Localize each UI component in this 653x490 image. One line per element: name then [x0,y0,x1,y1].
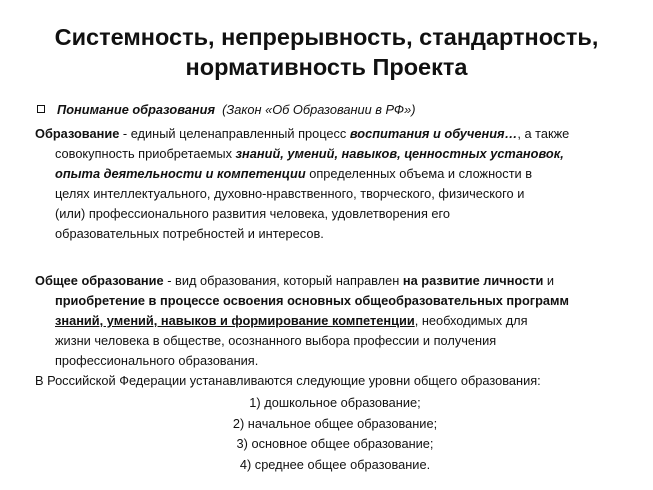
bullet-item [35,100,635,120]
level-item: 4) среднее общее образование. [239,456,431,472]
education-term: Образование [35,126,120,141]
checkbox-bullet-icon [37,105,45,113]
levels-list [35,393,635,475]
slide-title [20,22,633,82]
level-item: 2) начальное общее образование; [232,415,438,431]
level-item: 3) основное общее образование; [236,436,434,451]
general-education-term: Общее образование [35,273,164,288]
title-line-2: нормативность Проекта [185,54,468,80]
bullet-term: Понимание образования [57,102,215,117]
level-item: 1) дошкольное образование; [249,395,421,410]
title-line-1: Системность, непрерывность, стандартность, [54,24,599,50]
slide-content [35,100,635,475]
general-education-definition: Общее образование - вид образования, который направлен на развитие личности и приобретение в процессе освоения основных общеобразовательных программ знаний, умений, навыков и формирование компетенции, необходимых для жизни человека в обществе, осознанного выбора профессии и получения профессионального образования. [35,273,569,368]
bullet-source: (Закон «Об Образовании в РФ») [222,102,416,117]
education-definition: Образование - единый целенаправленный процесс воспитания и обучения…, а также совокупность приобретаемых знаний, умений, навыков, ценностных установок, опыта деятельности и компетенции определенных объема и сложности в целях интеллектуального, духовно-нравственного, творческого, физического и (или) профессионального развития человека, удовлетворения его образовательных потребностей и интересов. [35,126,570,241]
levels-intro: В Российской Федерации устанавливаются следующие уровни общего образования: [35,373,541,388]
